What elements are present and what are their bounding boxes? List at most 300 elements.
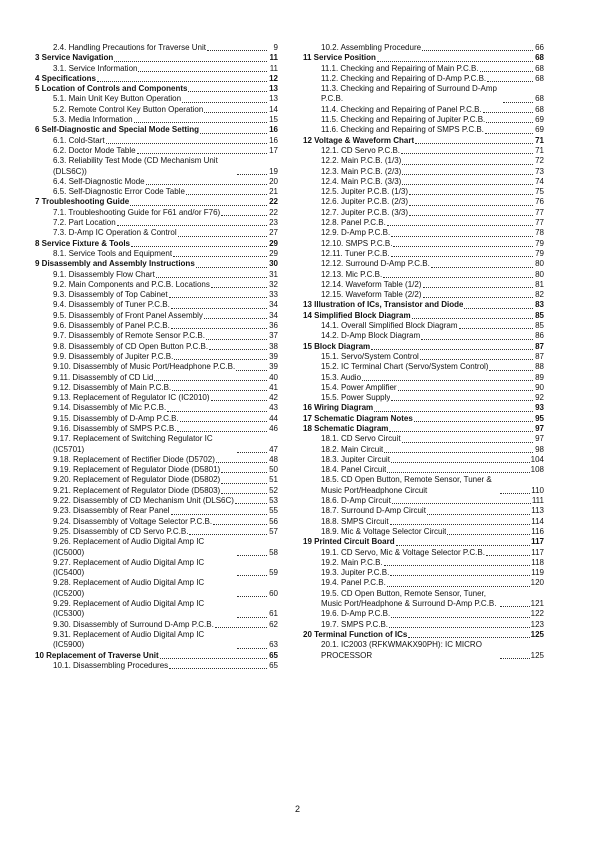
toc-entry-page: 66: [535, 43, 544, 52]
toc-entry-page: 69: [535, 115, 544, 125]
dot-leader: [237, 648, 267, 649]
toc-entry-page: 120: [530, 578, 544, 588]
toc-entry-page: 27: [269, 228, 278, 238]
toc-section-heading[interactable]: [35, 197, 278, 207]
dot-leader: [414, 421, 533, 422]
dot-leader: [384, 452, 533, 453]
toc-entry-title: 9.12. Disassembly of Main P.C.B.: [53, 382, 172, 392]
toc-entry-title: 9.3. Disassembly of Top Cabinet: [53, 290, 168, 300]
toc-entry[interactable]: [35, 475, 278, 485]
toc-entry-title: 11.1. Checking and Repairing of Main P.C.B.: [321, 63, 479, 73]
toc-section-heading[interactable]: [303, 342, 544, 352]
toc-entry-title: 20.1. IC2003 (RFKWMAKX90PH): IC MICRO PROCESSOR: [321, 640, 482, 660]
dot-leader: [236, 370, 267, 371]
toc-section-heading[interactable]: [303, 424, 544, 434]
toc-entry-page: 71: [535, 135, 544, 145]
toc-entry[interactable]: [35, 362, 278, 372]
toc-entry-title: 11.6. Checking and Repairing of SMPS P.C.B.: [321, 125, 484, 135]
toc-entry-page: 110: [531, 485, 544, 495]
toc-entry[interactable]: [303, 331, 544, 341]
toc-entry-page: 38: [269, 341, 278, 351]
toc-entry[interactable]: [303, 249, 544, 259]
dot-leader: [211, 287, 267, 288]
toc-entry-page: 22: [269, 207, 278, 217]
toc-entry-title: 9.14. Disassembly of Mic P.C.B.: [53, 403, 167, 413]
dot-leader: [431, 267, 533, 268]
toc-entry-title: 19.3. Jupiter P.C.B.: [321, 568, 390, 578]
toc-entry-title: 4 Specifications: [35, 73, 96, 83]
toc-entry-page: 68: [535, 63, 544, 73]
toc-entry-title: 15.5. Power Supply: [321, 393, 391, 403]
toc-entry[interactable]: [35, 403, 278, 413]
toc-entry-page: 104: [530, 454, 544, 464]
toc-entry-title: 19.2. Main P.C.B.: [321, 557, 383, 567]
toc-entry-title: 19.6. D-Amp P.C.B.: [321, 609, 391, 619]
toc-entry-title: 18.3. Jupiter Circuit: [321, 454, 390, 464]
toc-entry-title: 3.1. Service Information: [53, 63, 138, 73]
toc-entry[interactable]: [35, 599, 278, 620]
toc-entry[interactable]: [35, 321, 278, 331]
toc-entry-title: 15.4. Power Amplifier: [321, 382, 397, 392]
toc-entry[interactable]: [35, 537, 278, 558]
toc-entry[interactable]: [303, 568, 544, 578]
toc-entry[interactable]: [303, 558, 544, 568]
toc-entry-page: 59: [269, 568, 278, 578]
toc-entry-title: 6.1. Cold-Start: [53, 135, 105, 145]
toc-entry[interactable]: [303, 640, 544, 661]
toc-entry[interactable]: [303, 496, 544, 506]
toc-entry[interactable]: [35, 156, 278, 177]
toc-entry-page: 55: [269, 506, 278, 516]
toc-entry-page: 21: [269, 187, 278, 197]
dot-leader: [487, 81, 533, 82]
toc-entry-title: 9.24. Disassembly of Voltage Selector P.C.B.: [53, 516, 213, 526]
toc-entry[interactable]: [303, 259, 544, 269]
toc-entry-title: 19.5. CD Open Button, Remote Sensor, Tuner, Music Port/Headphone & Surround D-Amp P.C.B.: [321, 588, 497, 609]
toc-entry[interactable]: [35, 136, 278, 146]
toc-entry[interactable]: [35, 383, 278, 393]
dot-leader: [377, 61, 533, 62]
toc-entry-page: 65: [269, 660, 278, 670]
toc-entry-title: 19 Printed Circuit Board: [303, 537, 395, 547]
toc-entry[interactable]: [303, 589, 544, 610]
toc-entry-title: 19.1. CD Servo, Mic & Voltage Selector P.C.B.: [321, 547, 485, 557]
toc-entry-page: 81: [535, 279, 544, 289]
toc-entry-title: 5 Location of Controls and Components: [35, 84, 188, 94]
toc-entry-title: 18 Schematic Diagram: [303, 423, 389, 433]
toc-entry[interactable]: [303, 290, 544, 300]
toc-entry[interactable]: [35, 43, 278, 53]
dot-leader: [131, 246, 267, 247]
toc-entry[interactable]: [35, 146, 278, 156]
toc-entry[interactable]: [35, 115, 278, 125]
dot-leader: [237, 174, 267, 175]
dot-leader: [177, 431, 267, 432]
toc-entry[interactable]: [35, 187, 278, 197]
dot-leader: [171, 328, 267, 329]
dot-leader: [221, 483, 267, 484]
dot-leader: [402, 184, 533, 185]
toc-entry-title: 18.1. CD Servo Circuit: [321, 434, 401, 444]
dot-leader: [412, 318, 533, 319]
dot-leader: [174, 359, 267, 360]
toc-entry[interactable]: [303, 393, 544, 403]
toc-entry[interactable]: [35, 311, 278, 321]
dot-leader: [391, 617, 529, 618]
toc-entry-page: 39: [269, 351, 278, 361]
toc-entry-page: 125: [530, 650, 544, 660]
toc-entry-title: 9.21. Replacement of Regulator Diode (D5803): [53, 485, 221, 495]
toc-entry-page: 92: [535, 393, 544, 403]
toc-entry[interactable]: [35, 455, 278, 465]
toc-section-heading[interactable]: [303, 537, 544, 547]
toc-entry[interactable]: [35, 94, 278, 104]
toc-entry-title: 9.16. Disassembly of SMPS P.C.B.: [53, 423, 177, 433]
toc-entry-title: 12.6. Jupiter P.C.B. (2/3): [321, 197, 409, 207]
toc-entry[interactable]: [303, 373, 544, 383]
toc-section-heading[interactable]: [35, 53, 278, 63]
dot-leader: [383, 277, 533, 278]
toc-entry[interactable]: [303, 218, 544, 228]
toc-entry-title: 10.2. Assembling Procedure: [321, 43, 422, 52]
toc-section-heading[interactable]: [303, 630, 544, 640]
dot-leader: [486, 122, 533, 123]
toc-entry-title: 15.1. Servo/System Control: [321, 351, 419, 361]
toc-entry-page: 42: [269, 393, 278, 403]
dot-leader: [137, 153, 267, 154]
toc-entry[interactable]: [35, 290, 278, 300]
toc-entry-page: 125: [530, 629, 544, 639]
toc-entry[interactable]: [35, 486, 278, 496]
toc-entry-title: 12.9. D-Amp P.C.B.: [321, 228, 391, 238]
toc-entry-page: 79: [535, 238, 544, 248]
dot-leader: [423, 287, 534, 288]
toc-entry[interactable]: [303, 362, 544, 372]
toc-entry-title: 6 Self-Diagnostic and Special Mode Setting: [35, 125, 200, 135]
toc-entry-page: 83: [535, 300, 544, 310]
toc-entry-page: 75: [535, 187, 544, 197]
toc-entry-page: 57: [269, 526, 278, 536]
dot-leader: [237, 555, 267, 556]
dot-leader: [172, 390, 267, 391]
toc-entry-title: 9.29. Replacement of Audio Digital Amp IC (IC5300): [53, 599, 205, 619]
toc-entry-title: 2.4. Handling Precautions for Traverse Unit: [53, 43, 206, 52]
toc-section-heading[interactable]: [303, 136, 544, 146]
toc-section-heading[interactable]: [303, 300, 544, 310]
toc-section-heading[interactable]: [35, 125, 278, 135]
dot-leader: [97, 81, 267, 82]
dot-leader: [420, 359, 533, 360]
dot-leader: [146, 184, 267, 185]
toc-entry[interactable]: [35, 620, 278, 630]
toc-entry[interactable]: [303, 84, 544, 105]
toc-entry[interactable]: [303, 228, 544, 238]
toc-section-heading[interactable]: [303, 311, 544, 321]
dot-leader: [130, 205, 267, 206]
toc-entry-page: 61: [269, 609, 278, 619]
toc-entry[interactable]: [303, 434, 544, 444]
toc-entry-title: 9.19. Replacement of Regulator Diode (D5801): [53, 465, 221, 475]
toc-entry-title: 6.3. Reliability Test Mode (CD Mechanism Unit (DLS6C)): [53, 156, 218, 176]
toc-entry-page: 13: [269, 94, 278, 104]
toc-entry-page: 39: [269, 362, 278, 372]
toc-entry[interactable]: [303, 146, 544, 156]
toc-entry[interactable]: [35, 373, 278, 383]
toc-entry-title: 19.7. SMPS P.C.B.: [321, 619, 388, 629]
toc-section-heading[interactable]: [35, 259, 278, 269]
dot-leader: [204, 112, 267, 113]
toc-entry[interactable]: [35, 414, 278, 424]
toc-entry-page: 46: [269, 423, 278, 433]
toc-entry-title: 9.26. Replacement of Audio Digital Amp IC (IC5000): [53, 537, 205, 557]
toc-entry[interactable]: [303, 280, 544, 290]
toc-section-heading[interactable]: [35, 84, 278, 94]
toc-entry-title: 5.1. Main Unit Key Button Operation: [53, 94, 182, 104]
toc-entry-title: 14 Simplified Block Diagram: [303, 310, 411, 320]
toc-entry-page: 73: [535, 166, 544, 176]
toc-entry-title: 11.5. Checking and Repairing of Jupiter P.C.B.: [321, 115, 486, 125]
dot-leader: [237, 452, 267, 453]
toc-entry[interactable]: [303, 321, 544, 331]
toc-entry[interactable]: [35, 434, 278, 455]
toc-entry[interactable]: [303, 578, 544, 588]
toc-entry-title: 14.1. Overall Simplified Block Diagram: [321, 321, 458, 331]
toc-entry[interactable]: [303, 445, 544, 455]
toc-entry-title: 9.5. Disassembly of Front Panel Assembly: [53, 310, 203, 320]
toc-entry-title: 10 Replacement of Traverse Unit: [35, 650, 159, 660]
toc-entry-title: 18.6. D-Amp Circuit: [321, 496, 391, 506]
dot-leader: [464, 308, 533, 309]
dot-leader: [391, 462, 530, 463]
dot-leader: [423, 297, 534, 298]
toc-entry-title: 9.15. Disassembly of D-Amp P.C.B.: [53, 413, 179, 423]
toc-entry[interactable]: [35, 558, 278, 579]
toc-entry-title: 13 Illustration of ICs, Transistor and Diode: [303, 300, 464, 310]
dot-leader: [167, 411, 267, 412]
dot-leader: [169, 297, 267, 298]
toc-entry-page: 34: [269, 300, 278, 310]
toc-entry-title: 12.5. Jupiter P.C.B. (1/3): [321, 187, 409, 197]
toc-entry-page: 121: [530, 599, 544, 609]
toc-entry[interactable]: [35, 352, 278, 362]
dot-leader: [207, 50, 267, 51]
toc-entry-title: 11.3. Checking and Repairing of Surround D-Amp P.C.B.: [321, 84, 497, 104]
dot-leader: [391, 400, 533, 401]
toc-entry[interactable]: [303, 105, 544, 115]
toc-entry-title: 12.11. Tuner P.C.B.: [321, 248, 390, 258]
toc-entry[interactable]: [35, 424, 278, 434]
toc-entry-page: 11: [269, 53, 278, 63]
toc-entry-page: 47: [269, 444, 278, 454]
toc-entry[interactable]: [303, 208, 544, 218]
toc-entry[interactable]: [303, 609, 544, 619]
toc-entry[interactable]: [303, 620, 544, 630]
toc-entry[interactable]: [303, 239, 544, 249]
toc-entry[interactable]: [35, 661, 278, 671]
toc-entry-title: 10.1. Disassembling Procedures: [53, 660, 169, 670]
dot-leader: [362, 380, 533, 381]
toc-entry-title: 16 Wiring Diagram: [303, 403, 374, 413]
toc-entry[interactable]: [303, 197, 544, 207]
dot-leader: [500, 493, 530, 494]
toc-entry-title: 15 Block Diagram: [303, 341, 371, 351]
toc-entry[interactable]: [303, 383, 544, 393]
toc-entry[interactable]: [303, 43, 544, 53]
toc-entry[interactable]: [35, 630, 278, 651]
toc-entry[interactable]: [35, 280, 278, 290]
toc-entry[interactable]: [35, 342, 278, 352]
toc-section-heading[interactable]: [35, 239, 278, 249]
toc-entry-title: 12.14. Waveform Table (1/2): [321, 279, 422, 289]
toc-entry-page: 98: [535, 444, 544, 454]
toc-entry[interactable]: [35, 300, 278, 310]
dot-leader: [401, 153, 533, 154]
dot-leader: [235, 503, 267, 504]
dot-leader: [237, 596, 267, 597]
toc-entry-page: 69: [535, 125, 544, 135]
dot-leader: [206, 339, 267, 340]
dot-leader: [480, 71, 533, 72]
dot-leader: [391, 236, 533, 237]
toc-entry-page: 16: [269, 135, 278, 145]
toc-entry[interactable]: [303, 74, 544, 84]
toc-entry[interactable]: [35, 506, 278, 516]
toc-entry[interactable]: [303, 156, 544, 166]
toc-entry[interactable]: [35, 228, 278, 238]
dot-leader: [398, 390, 533, 391]
dot-leader: [483, 112, 533, 113]
toc-entry-title: 12.3. Main P.C.B. (2/3): [321, 166, 402, 176]
toc-entry[interactable]: [303, 115, 544, 125]
toc-entry-page: 52: [269, 485, 278, 495]
toc-entry[interactable]: [303, 475, 544, 496]
dot-leader: [447, 534, 530, 535]
toc-entry[interactable]: [303, 527, 544, 537]
toc-entry[interactable]: [303, 125, 544, 135]
toc-entry[interactable]: [303, 187, 544, 197]
toc-entry-page: 40: [269, 372, 278, 382]
toc-entry[interactable]: [303, 548, 544, 558]
toc-entry-page: 77: [535, 218, 544, 228]
toc-entry-page: 12: [269, 73, 278, 83]
toc-entry[interactable]: [35, 64, 278, 74]
toc-entry-title: 15.3. Audio: [321, 372, 362, 382]
toc-entry[interactable]: [303, 506, 544, 516]
toc-entry-page: 23: [269, 218, 278, 228]
toc-entry-page: 85: [535, 321, 544, 331]
toc-entry-title: 9.23. Disassembly of Rear Panel: [53, 506, 170, 516]
toc-entry-page: 56: [269, 516, 278, 526]
dot-leader: [138, 71, 267, 72]
toc-entry[interactable]: [35, 578, 278, 599]
toc-entry-title: 9.28. Replacement of Audio Digital Amp IC (IC5200): [53, 578, 205, 598]
toc-entry-title: 11 Service Position: [303, 53, 376, 63]
toc-entry-title: 9.13. Replacement of Regulator IC (IC2010): [53, 393, 210, 403]
dot-leader: [422, 50, 533, 51]
toc-section-heading[interactable]: [35, 651, 278, 661]
toc-entry-page: 17: [269, 145, 278, 155]
dot-leader: [500, 658, 530, 659]
dot-leader: [221, 493, 267, 494]
toc-entry-page: 22: [269, 197, 278, 207]
toc-entry-title: 9.9. Disassembly of Jupiter P.C.B.: [53, 351, 174, 361]
dot-leader: [408, 637, 529, 638]
dot-leader: [485, 133, 533, 134]
toc-entry[interactable]: [35, 517, 278, 527]
toc-entry[interactable]: [35, 496, 278, 506]
toc-entry-title: 8.1. Service Tools and Equipment: [53, 248, 173, 258]
toc-entry[interactable]: [35, 465, 278, 475]
dot-leader: [427, 514, 530, 515]
dot-leader: [180, 421, 267, 422]
toc-entry[interactable]: [303, 64, 544, 74]
dot-leader: [402, 164, 533, 165]
toc-entry-title: 9.25. Disassembly of CD Servo P.C.B.: [53, 526, 189, 536]
toc-entry-page: 79: [535, 248, 544, 258]
toc-section-heading[interactable]: [35, 74, 278, 84]
dot-leader: [391, 256, 533, 257]
dot-leader: [204, 318, 267, 319]
dot-leader: [211, 400, 267, 401]
toc-entry-title: 12.13. Mic P.C.B.: [321, 269, 383, 279]
dot-leader: [384, 565, 531, 566]
toc-entry-title: 9.20. Replacement of Regulator Diode (D5802): [53, 475, 221, 485]
toc-entry[interactable]: [35, 527, 278, 537]
toc-entry-title: 14.2. D-Amp Block Diagram: [321, 331, 421, 341]
toc-entry-page: 31: [269, 269, 278, 279]
toc-entry-page: 86: [535, 331, 544, 341]
toc-entry[interactable]: [303, 352, 544, 362]
toc-entry[interactable]: [35, 249, 278, 259]
toc-entry-page: 43: [269, 403, 278, 413]
toc-entry-page: 77: [535, 207, 544, 217]
toc-entry-title: 12.4. Main P.C.B. (3/3): [321, 176, 402, 186]
toc-entry[interactable]: [35, 177, 278, 187]
toc-entry[interactable]: [35, 208, 278, 218]
toc-entry-title: 17 Schematic Diagram Notes: [303, 413, 413, 423]
toc-entry-title: 7 Troubleshooting Guide: [35, 197, 130, 207]
toc-section-heading[interactable]: [303, 403, 544, 413]
toc-entry[interactable]: [303, 455, 544, 465]
toc-entry[interactable]: [35, 105, 278, 115]
toc-entry-page: 72: [535, 156, 544, 166]
dot-leader: [169, 668, 267, 669]
toc-entry-page: 11: [269, 63, 278, 73]
toc-entry-title: 9.30. Disassembly of Surround D-Amp P.C.B.: [53, 619, 214, 629]
toc-entry-title: 12 Voltage & Waveform Chart: [303, 135, 415, 145]
toc-section-heading[interactable]: [303, 414, 544, 424]
toc-entry[interactable]: [303, 167, 544, 177]
toc-entry-title: 18.9. Mic & Voltage Selector Circuit: [321, 526, 447, 536]
dot-leader: [200, 133, 267, 134]
toc-section-heading[interactable]: [303, 53, 544, 63]
toc-entry-page: 65: [269, 650, 278, 660]
dot-leader: [392, 503, 531, 504]
toc-entry[interactable]: [303, 517, 544, 527]
toc-entry[interactable]: [35, 393, 278, 403]
toc-entry[interactable]: [303, 465, 544, 475]
toc-entry[interactable]: [303, 270, 544, 280]
dot-leader: [215, 627, 267, 628]
toc-entry-page: 51: [269, 475, 278, 485]
dot-leader: [387, 586, 530, 587]
toc-entry-page: 68: [535, 53, 544, 63]
toc-entry[interactable]: [35, 270, 278, 280]
toc-entry[interactable]: [303, 177, 544, 187]
toc-entry[interactable]: [35, 218, 278, 228]
toc-entry[interactable]: [35, 331, 278, 341]
toc-entry-title: 7.1. Troubleshooting Guide for F61 and/or F76): [53, 207, 221, 217]
